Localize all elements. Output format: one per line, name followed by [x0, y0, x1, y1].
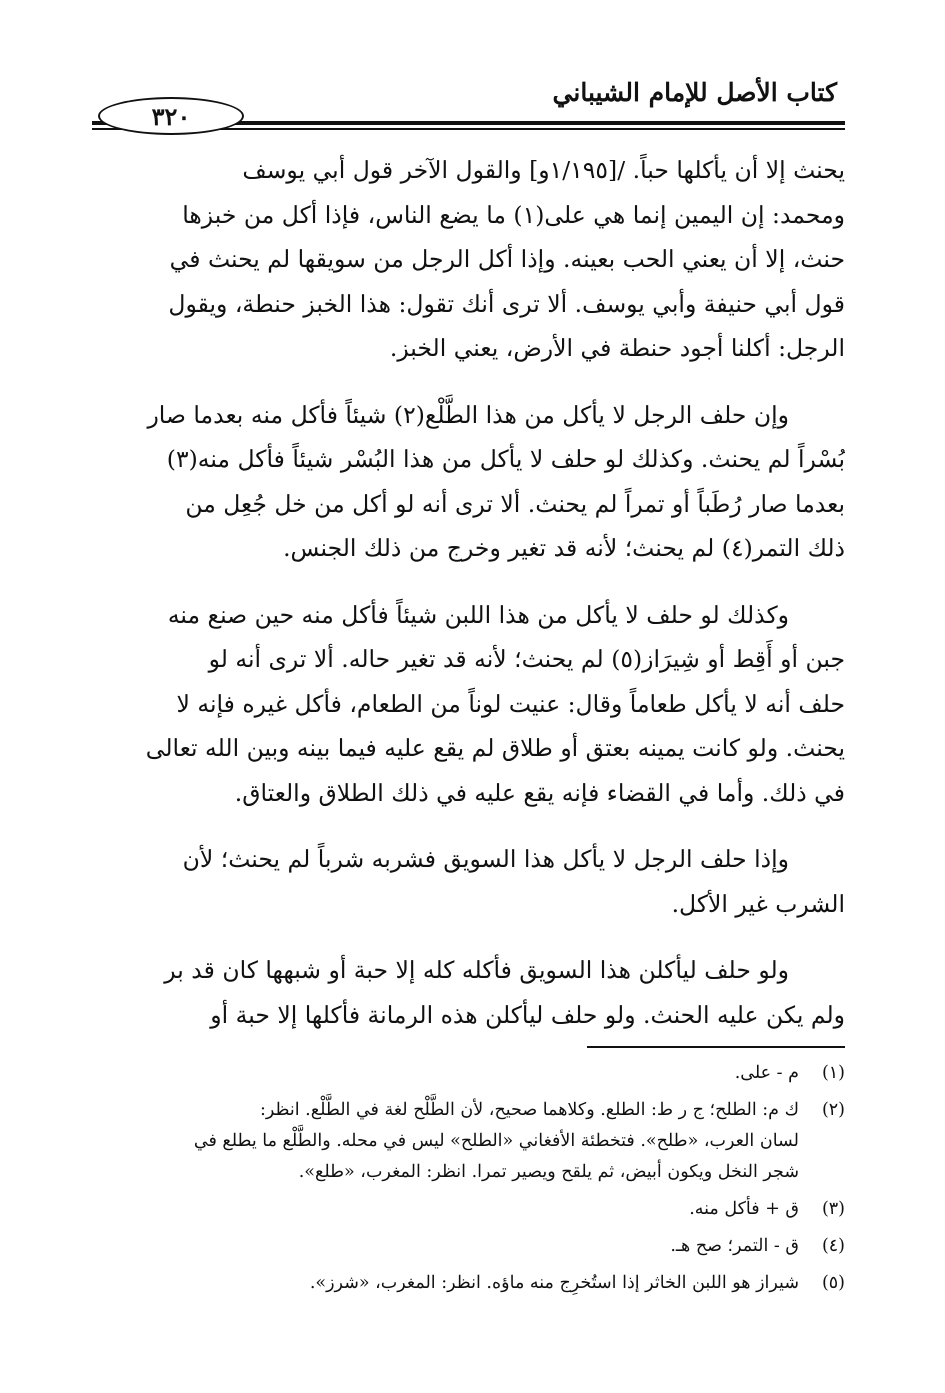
- text-line: الرجل: أكلنا أجود حنطة في الأرض، يعني الخبز.: [389, 334, 845, 362]
- footnote-separator: [587, 1046, 845, 1048]
- footnote: [92, 1058, 845, 1089]
- page-number: ٣٢٠: [151, 101, 191, 131]
- text-line: ولم يكن عليه الحنث. ولو حلف ليأكلن هذه الرمانة فأكلها إلا حبة أو: [210, 1000, 845, 1029]
- text-line: ولو حلف ليأكلن هذا السويق فأكله كله إلا حبة أو شبهها كان قد بر: [164, 956, 789, 984]
- footnote-line: شجر النخل ويكون أبيض، ثم يلقح ويصير تمرا. انظر: المغرب، «طلع».: [298, 1162, 799, 1182]
- text-line: وإن حلف الرجل لا يأكل من هذا الطَّلْع(٢) شيئاً فأكل منه بعدما صار: [147, 400, 789, 429]
- footnotes: [92, 1058, 845, 1299]
- footnote-number: (٥): [821, 1273, 845, 1293]
- text-line: في ذلك. وأما في القضاء فإنه يقع عليه في ذلك الطلاق والعتاق.: [234, 778, 845, 807]
- paragraph: [92, 948, 845, 1037]
- footnote-line: ق - التمر؛ صح هـ.: [670, 1236, 799, 1256]
- footnote: [92, 1268, 845, 1299]
- footnote-number: (٣): [821, 1199, 845, 1219]
- text-line: يحنث. ولو كانت يمينه بعتق أو طلاق لم يقع عليه فيما بينه وبين الله تعالى: [145, 734, 845, 762]
- footnote-line: ق + فأكل منه.: [689, 1199, 799, 1219]
- text-line: ومحمد: إن اليمين إنما هي على(١) ما يضع الناس، فإذا أكل من خبزها: [182, 200, 845, 229]
- footnote-line: م - على.: [734, 1063, 799, 1083]
- text-line: بعدما صار رُطَباً أو تمراً لم يحنث. ألا ترى أنه لو أكل من خل جُعِل من: [185, 489, 845, 518]
- running-header-title: كتاب الأصل للإمام الشيباني: [552, 78, 837, 107]
- text-line: وإذا حلف الرجل لا يأكل هذا السويق فشربه شرباً لم يحنث؛ لأن: [182, 845, 789, 873]
- footnote-number: (٢): [821, 1100, 845, 1120]
- page-number-badge: [98, 97, 244, 135]
- paragraph: [92, 837, 845, 926]
- text-line: حنث، إلا أن يعني الحب بعينه. وإذا أكل الرجل من سويقها لم يحنث في: [169, 245, 845, 273]
- text-line: بُسْراً لم يحنث. وكذلك لو حلف لا يأكل من هذا البُسْر شيئاً فأكل منه(٣): [166, 445, 845, 473]
- main-text: [92, 148, 845, 1037]
- text-line: حلف أنه لا يأكل طعاماً وقال: عنيت لوناً من الطعام، فأكل غيره فإنه لا: [176, 689, 845, 718]
- text-line: الشرب غير الأكل.: [671, 889, 845, 918]
- text-line: يحنث إلا أن يأكلها حباً. /[١/١٩٥و] والقول الآخر قول أبي يوسف: [242, 156, 845, 184]
- footnote-line: ك م: الطلح؛ ج ر ط: الطلع. وكلاهما صحيح، لأن الطَّلْح لغة في الطَّلْع. انظر:: [259, 1100, 799, 1120]
- text-line: وكذلك لو حلف لا يأكل من هذا اللبن شيئاً فأكل منه حين صنع منه: [167, 600, 789, 629]
- paragraph: [92, 593, 845, 816]
- text-line: ذلك التمر(٤) لم يحنث؛ لأنه قد تغير وخرج من ذلك الجنس.: [283, 534, 845, 562]
- footnote: [92, 1231, 845, 1262]
- footnote-number: (١): [821, 1063, 845, 1083]
- footnote-line: شيراز هو اللبن الخاثر إذا استُخرِج منه ماؤه. انظر: المغرب، «شرز».: [309, 1273, 799, 1293]
- footnote-number: (٤): [821, 1236, 845, 1256]
- footnote: [92, 1194, 845, 1225]
- paragraph: [92, 148, 845, 371]
- text-line: جبن أو أَقِط أو شِيرَاز(٥) لم يحنث؛ لأنه قد تغير حاله. ألا ترى أنه لو: [208, 645, 845, 673]
- paragraph: [92, 393, 845, 571]
- footnote-line: لسان العرب، «طلح». فتخطئة الأفغاني «الطلح» ليس في محله. والطَّلْع ما يطلع في: [193, 1131, 799, 1151]
- footnote: [92, 1095, 845, 1188]
- text-line: قول أبي حنيفة وأبي يوسف. ألا ترى أنك تقول: هذا الخبز حنطة، ويقول: [168, 289, 845, 318]
